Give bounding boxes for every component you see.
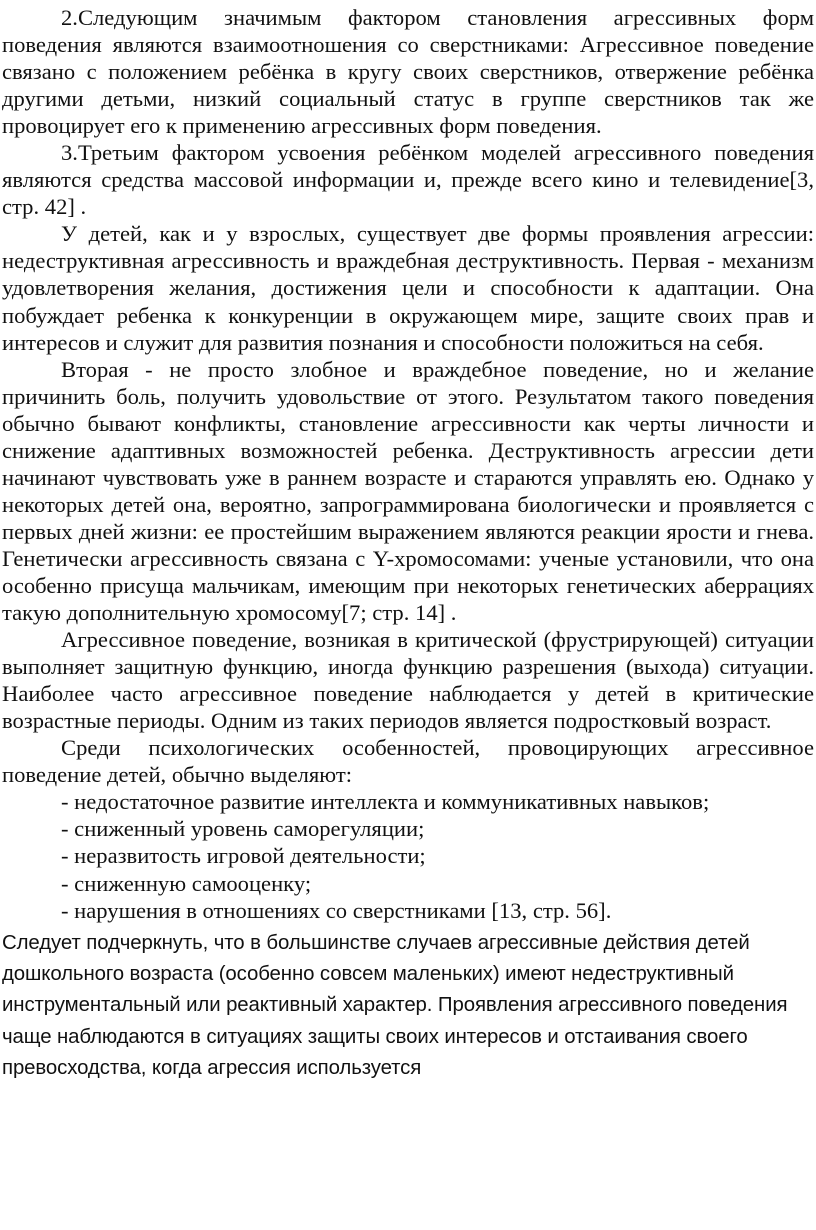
paragraph-psychological-features: Среди психологических особенностей, провоцирующих агрессивное поведение детей, обычно выделяют:	[2, 735, 814, 788]
paragraph-destructive-aggression: Вторая - не просто злобное и враждебное поведение, но и желание причинить боль, получить удовольствие от этого. Результатом такого поведения обычно бывают конфликты, становление агрессивности как черты личности и снижение адаптивных возможностей ребенка. Деструктивность агрессии дети начинают чувствовать уже в раннем возрасте и стараются управлять ею. Однако у некоторых детей она, вероятно, запрограммирована биологически и проявляется с первых дней жизни: ее простейшим выражением являются реакции ярости и гнева. Генетически агрессивность связана с Y-хромосомами: ученые установили, что она особенно присуща мальчикам, имеющим при некоторых генетических аберрациях такую дополнительную хромосому[7; стр. 14] .	[2, 356, 814, 626]
list-item: - неразвитость игровой деятельности;	[61, 843, 426, 869]
list-item: - нарушения в отношениях со сверстниками [13, стр. 56].	[61, 897, 612, 923]
paragraph-mass-media: 3.Третьим фактором усвоения ребёнком моделей агрессивного поведения являются средства массовой информации и, прежде всего кино и телевидение[3, стр. 42] .	[2, 140, 814, 220]
paragraph-forms-of-aggression: У детей, как и у взрослых, существует две формы проявления агрессии: недеструктивная агрессивность и враждебная деструктивность. Первая - механизм удовлетворения желания, достижения цели и способности к адаптации. Она побуждает ребенка к конкуренции в окружающем мире, защите своих прав и интересов и служит для развития познания и способности положиться на себя.	[2, 221, 814, 355]
list-item: - недостаточное развитие интеллекта и коммуникативных навыков;	[61, 789, 710, 815]
list-item: - сниженный уровень саморегуляции;	[61, 816, 425, 842]
paragraph-closing: Следует подчеркнуть, что в большинстве случаев агрессивные действия детей дошкольного возраста (особенно совсем маленьких) имеют недеструктивный инструментальный или реактивный характер. Проявления агрессивного поведения чаще наблюдаются в ситуациях защиты своих интересов и отстаивания своего превосходства, когда агрессия используется	[2, 931, 788, 1080]
paragraph-peer-relations: 2.Следующим значимым фактором становления агрессивных форм поведения являются взаимоотношения со сверстниками: Агрессивное поведение связано с положением ребёнка в кругу своих сверстников, отвержение ребёнка другими детьми, низкий социальный статус в группе сверстников так же провоцирует его к применению агрессивных форм поведения.	[2, 5, 814, 139]
paragraph-critical-situation: Агрессивное поведение, возникая в критической (фрустрирующей) ситуации выполняет защитную функцию, иногда функцию разрешения (выхода) ситуации. Наиболее часто агрессивное поведение наблюдается у детей в критические возрастные периоды. Одним из таких периодов является подростковый возраст.	[2, 627, 814, 734]
list-item: - сниженную самооценку;	[61, 870, 312, 896]
document-body	[2, 4, 814, 924]
